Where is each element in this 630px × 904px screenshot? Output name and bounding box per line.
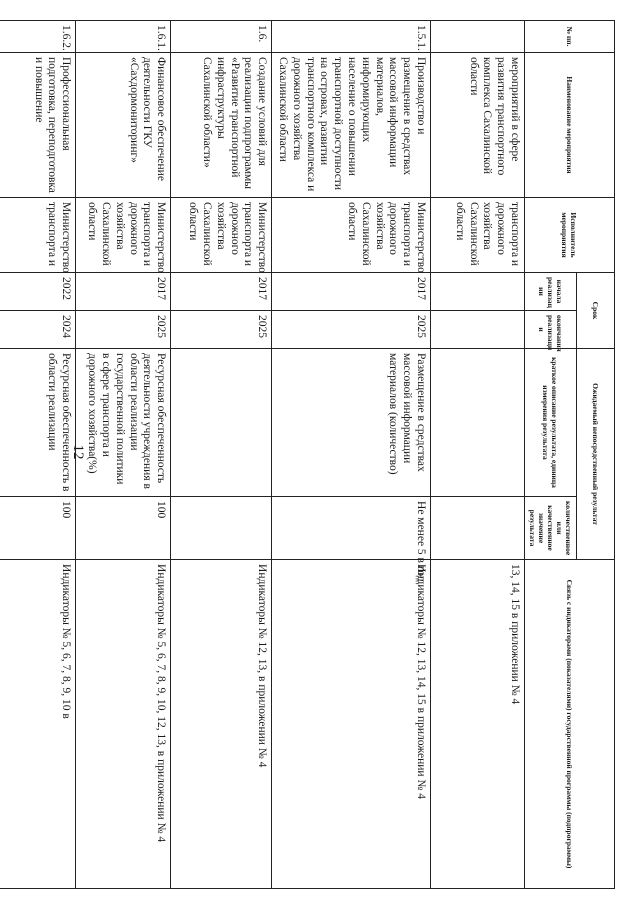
header-term-start: начала реализац ии (525, 273, 577, 311)
header-row-1 (577, 21, 615, 889)
cell-name: Производство и размещение в средствах массовой информации материалов, информирующих население о повышении транспортной доступности на островах, развитии транспортного комплекса и дорожного хозяйства Сахалинской области (272, 53, 431, 198)
cell-name: Финансовое обеспечение деятельности ГКУ «Сахдормониторинг» (76, 53, 171, 198)
cell-value: Не менее 5 в год (272, 497, 431, 560)
cell-end: 2025 (171, 311, 272, 349)
cell-num: 1.6. (171, 21, 272, 53)
cell-desc: Размещение в средствах массовой информации материалов (количество) (272, 349, 431, 497)
cell-end: 2024 (0, 311, 76, 349)
cell-executor: Министерство транспорта и (0, 198, 76, 273)
cell-link: 13, 14, 15 в приложении № 4 (431, 560, 525, 889)
cell-num: 1.5.1. (272, 21, 431, 53)
cell-value: 100 (76, 497, 171, 560)
cell-executor: Министерство транспорта и дорожного хозяйства Сахалинской области (272, 198, 431, 273)
header-term: Срок (577, 273, 615, 349)
cell-name: Создание условий для реализации подпрограммы «Развитие транспортной инфраструктуры Сахалинской области» (171, 53, 272, 198)
cell-name: Профессиональная подготовка, переподготовка и повышение (0, 53, 76, 198)
header-link: Связь с индикаторами (показателями) государственной программы (подпрограммы) (525, 560, 615, 889)
table-row (171, 21, 272, 889)
table-row (431, 21, 525, 889)
header-name: Наименование мероприятия (525, 53, 615, 198)
cell-link: Индикаторы № 5, 6, 7, 8, 9, 10, 12, 13, в приложении № 4 (76, 560, 171, 889)
header-term-end: окончания реализаци и (525, 311, 577, 349)
cell-desc (431, 349, 525, 497)
program-measures-table (0, 20, 615, 889)
cell-desc: Ресурсная обеспеченность в области реализации (0, 349, 76, 497)
header-num: № пп. (525, 21, 615, 53)
cell-value (171, 497, 272, 560)
cell-executor: Министерство транспорта и дорожного хозяйства Сахалинской области (171, 198, 272, 273)
cell-num: 1.6.2. (0, 21, 76, 53)
rotated-table-container (25, 20, 615, 888)
cell-start: 2022 (0, 273, 76, 311)
cell-end: 2025 (272, 311, 431, 349)
cell-end (431, 311, 525, 349)
cell-start: 2017 (171, 273, 272, 311)
cell-executor: транспорта и дорожного хозяйства Сахалинской области (431, 198, 525, 273)
cell-value (431, 497, 525, 560)
header-expected-desc: краткое описание результата, единица измерения результата (525, 349, 577, 497)
cell-executor: Министерство транспорта и дорожного хозяйства Сахалинской области (76, 198, 171, 273)
table-row (76, 21, 171, 889)
page-number: 12 (70, 444, 86, 460)
header-executor: Исполнитель мероприятия (525, 198, 615, 273)
table-row (272, 21, 431, 889)
cell-start: 2017 (272, 273, 431, 311)
table-row (0, 21, 76, 889)
cell-start: 2017 (76, 273, 171, 311)
cell-num: 1.6.1. (76, 21, 171, 53)
header-expected-value: количественное или качественное значение результата (525, 497, 577, 560)
cell-link: Индикаторы № 5, 6, 7, 8, 9, 10 в (0, 560, 76, 889)
cell-desc: Ресурсная обеспеченность деятельности учреждения в области реализации государственной политики в сфере транспорта и дорожного хозяйства(%) (76, 349, 171, 497)
cell-num (431, 21, 525, 53)
cell-end: 2025 (76, 311, 171, 349)
cell-start (431, 273, 525, 311)
cell-name: мероприятий в сфере развития транспортного комплекса Сахалинской области (431, 53, 525, 198)
cell-link: Индикаторы № 12, 13, 14, 15 в приложении № 4 (272, 560, 431, 889)
cell-link: Индикаторы № 12, 13, в приложении № 4 (171, 560, 272, 889)
cell-value: 100 (0, 497, 76, 560)
cell-desc (171, 349, 272, 497)
header-expected: Ожидаемый непосредственный результат (577, 349, 615, 560)
